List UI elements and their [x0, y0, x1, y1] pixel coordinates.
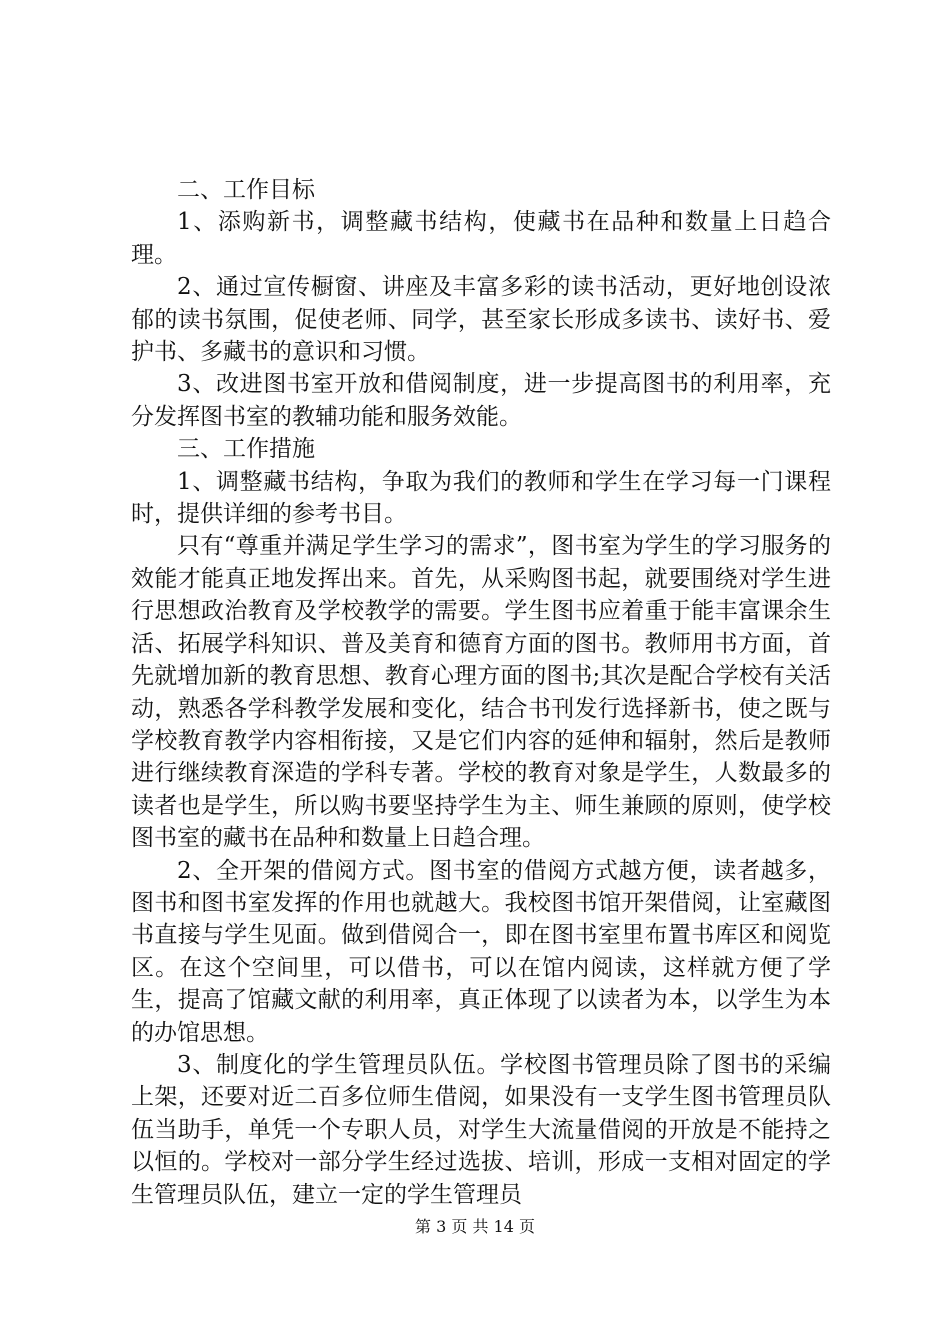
- measure-paragraph-2: 2、全开架的借阅方式。图书室的借阅方式越方便，读者越多，图书和图书室发挥的作用也就越大。我校图书馆开架借阅，让室藏图书直接与学生见面。做到借阅合一，即在图书室里布置书库区和阅览区。在这个空间里，可以借书，可以在馆内阅读，这样就方便了学生，提高了馆藏文献的利用率，真正体现了以读者为本，以学生为本的办馆思想。: [131, 857, 831, 1046]
- page-number-footer: 第 3 页 共 14 页: [415, 1217, 535, 1236]
- section-heading-measures: 三、工作措施: [177, 436, 315, 463]
- document-body: [131, 174, 831, 1211]
- goal-paragraph-1: 1、添购新书，调整藏书结构，使藏书在品种和数量上日趋合理。: [131, 209, 831, 268]
- section-heading-goals: 二、工作目标: [177, 177, 315, 203]
- measure-paragraph-1: 1、调整藏书结构，争取为我们的教师和学生在学习每一门课程时，提供详细的参考书目。: [131, 468, 831, 528]
- measure-paragraph-1-detail: 只有“尊重并满足学生学习的需求”，图书室为学生的学习服务的效能才能真正地发挥出来。首先，从采购图书起，就要围绕对学生进行思想政治教育及学校教学的需要。学生图书应着重于能丰富课余生活、拓展学科知识、普及美育和德育方面的图书。教师用书方面，首先就增加新的教育思想、教育心理方面的图书;其次是配合学校有关活动，熟悉各学科教学发展和变化，结合书刊发行选择新书，使之既与学校教育教学内容相衔接，又是它们内容的延伸和辐射，然后是教师进行继续教育深造的学科专著。学校的教育对象是学生，人数最多的读者也是学生，所以购书要坚持学生为主、师生兼顾的原则，使学校图书室的藏书在品种和数量上日趋合理。: [131, 533, 831, 852]
- measure-paragraph-3: 3、制度化的学生管理员队伍。学校图书管理员除了图书的采编上架，还要对近二百多位师生借阅，如果没有一支学生图书管理员队伍当助手，单凭一个专职人员，对学生大流量借阅的开放是不能持之以恒的。学校对一部分学生经过选拔、培训，形成一支相对固定的学生管理员队伍，建立一定的学生管理员: [131, 1051, 831, 1208]
- goal-paragraph-3: 3、改进图书室开放和借阅制度，进一步提高图书的利用率，充分发挥图书室的教辅功能和服务效能。: [131, 371, 831, 430]
- goal-paragraph-2: 2、通过宣传橱窗、讲座及丰富多彩的读书活动，更好地创设浓郁的读书氛围，促使老师、同学，甚至家长形成多读书、读好书、爱护书、多藏书的意识和习惯。: [131, 274, 831, 366]
